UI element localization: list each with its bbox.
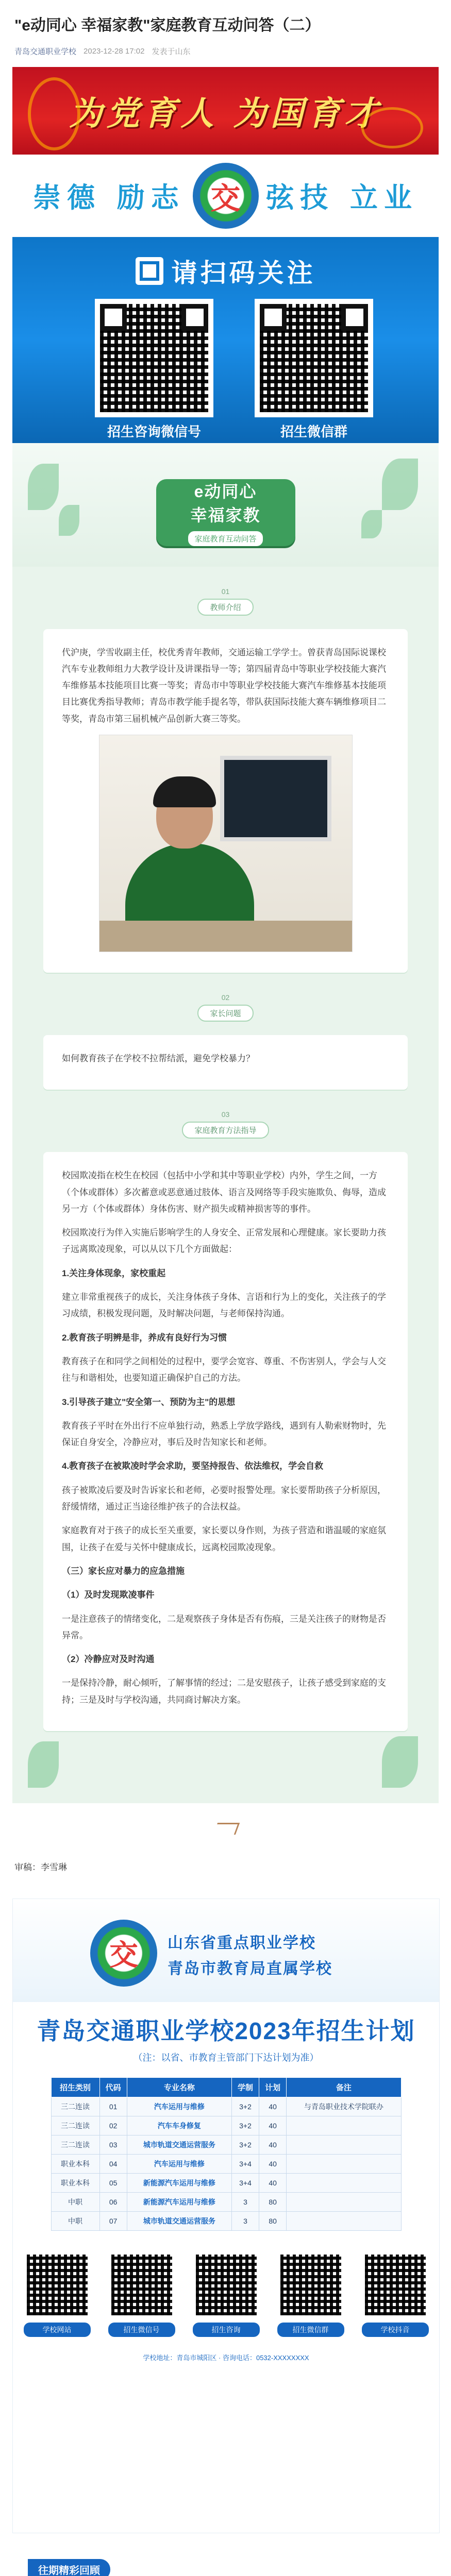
- feature-footer-decor: [12, 1731, 439, 1803]
- poster-footer: 学校地址：青岛市城阳区 · 咨询电话：0532-XXXXXXXX: [143, 2354, 309, 2362]
- teacher-intro-text: 代沪庚，学雪收副主任，校优秀青年教师，交通运输工学学士。曾获青岛国际说课校汽车专业教师组力大教学设计及讲课指导一等；第四届青岛中等职业学校技能大赛汽车维修基本技能项目比赛一等奖；青岛市中等职业学校技能大赛汽车维修基本技能项目比赛优秀指导教师；青岛市教学能手提名等，带队获国际技能大赛车辆维修项目二等奖，青岛市第三届机械产品创新大赛三等奖。: [62, 647, 386, 724]
- section-title: 教师介绍: [197, 599, 253, 616]
- guidance-paragraph: 家庭教育对于孩子的成长至关重要，家长要以身作则，为孩子营造和谐温暖的家庭氛围，让孩子在爱与关怀中健康成长，远离校园欺凌现象。: [62, 1526, 386, 1552]
- table-cell-note: [287, 2193, 401, 2212]
- reading-tag: 往期精彩回顾: [28, 2559, 110, 2576]
- guidance-heading: （三）家长应对暴力的应急措施: [62, 1566, 185, 1576]
- table-body: [51, 2097, 401, 2231]
- poster-header: [13, 1899, 439, 2002]
- poster-qr-item[interactable]: [193, 2251, 260, 2337]
- feature-header: [12, 443, 439, 567]
- table-cell-group: 中职: [51, 2193, 99, 2212]
- feature-article: [12, 443, 439, 1804]
- guidance-heading: 2.教育孩子明辨是非，养成有良好行为习惯: [62, 1332, 227, 1343]
- table-header-cell: 代码: [99, 2078, 127, 2097]
- section-title: 家长问题: [197, 1005, 253, 1022]
- recommended-reading: [12, 2549, 439, 2576]
- table-cell-major: 汽车运用与维修: [127, 2155, 231, 2174]
- table-cell-group: 职业本科: [51, 2155, 99, 2174]
- guidance-paragraph: 教育孩子在和同学之间相处的过程中，要学会宽容、尊重、不伤害别人，学会与人交往与和谐相处，也要知道正确保护自己的方法。: [62, 1356, 386, 1383]
- poster-qr-row: [13, 2251, 439, 2337]
- table-cell-plan: 40: [259, 2116, 287, 2136]
- table-cell-years: 3+4: [231, 2174, 259, 2193]
- poster-qr-item[interactable]: [108, 2251, 175, 2337]
- qr-caption-left: 招生咨询微信号: [107, 423, 201, 439]
- table-cell-major: 城市轨道交通运营服务: [127, 2136, 231, 2155]
- feature-line2: 幸福家教: [190, 506, 261, 524]
- section-label-03: [12, 1090, 439, 1139]
- qr-code-left[interactable]: [95, 299, 213, 417]
- table-cell-years: 3+2: [231, 2116, 259, 2136]
- guidance-heading: 1.关注身体现象，家校重起: [62, 1268, 166, 1278]
- article-title: "e动同心 幸福家教"家庭教育互动问答（二）: [14, 17, 321, 34]
- table-cell-group: 三二连读: [51, 2116, 99, 2136]
- section-number: 03: [221, 1110, 230, 1119]
- motto-right: 弦技 立业: [266, 181, 418, 214]
- leaf-decoration: [28, 464, 59, 510]
- qr-code-pattern: [277, 2251, 344, 2318]
- table-cell-years: 3+4: [231, 2155, 259, 2174]
- qr-code-right[interactable]: [255, 299, 373, 417]
- qr-code-pattern: [362, 2251, 429, 2318]
- table-cell-code: 02: [99, 2116, 127, 2136]
- guidance-heading: （1）及时发现欺凌事件: [62, 1590, 155, 1600]
- leaf-decoration: [361, 510, 382, 538]
- table-cell-note: [287, 2212, 401, 2231]
- qr-caption-right: 招生微信群: [280, 423, 347, 439]
- decor-swirl: [361, 107, 423, 148]
- guidance-paragraph: 校园欺凌指在校生在校园（包括中小学和其中等职业学校）内外，学生之间，一方（个体或群体）多次蓄意或恶意通过肢体、语言及网络等手段实施欺负、侮辱，造成另一方（个体或群体）身体伤害、财产损失或精神损害等的事件。: [62, 1171, 386, 1214]
- desk: [99, 921, 352, 952]
- table-header-cell: 计划: [259, 2078, 287, 2097]
- qr-title-text: 请扫码关注: [171, 258, 316, 287]
- table-cell-code: 04: [99, 2155, 127, 2174]
- poster-title: 青岛交通职业学校2023年招生计划: [37, 2018, 415, 2044]
- feature-line1: e动同心: [194, 482, 257, 501]
- guidance-paragraph: 一是注意孩子的情绪变化，二是观察孩子身体是否有伤痕，三是关注孩子的财物是否异常。: [62, 1614, 386, 1640]
- poster-qr-item[interactable]: [362, 2251, 429, 2337]
- signature-area: [0, 1803, 451, 1873]
- guidance-paragraph: 一是保持冷静，耐心倾听，了解事情的经过；二是安慰孩子，让孩子感受到家庭的支持；三是及时与学校沟通，共同商讨解决方案。: [62, 1678, 386, 1705]
- table-row: [51, 2155, 401, 2174]
- table-cell-plan: 40: [259, 2155, 287, 2174]
- table-cell-major: 新能源汽车运用与维修: [127, 2174, 231, 2193]
- table-header-row: [51, 2078, 401, 2097]
- table-row: [51, 2174, 401, 2193]
- leaf-decoration: [382, 459, 418, 510]
- guidance-heading: 4.教育孩子在被欺凌时学会求助，要坚持报告、依法维权，学会自救: [62, 1461, 324, 1471]
- table-cell-plan: 40: [259, 2097, 287, 2116]
- table-cell-major: 汽车运用与维修: [127, 2097, 231, 2116]
- table-header-cell: 专业名称: [127, 2078, 231, 2097]
- table-row: [51, 2136, 401, 2155]
- table-row: [51, 2097, 401, 2116]
- feature-badge: [156, 479, 295, 546]
- table-cell-years: 3+2: [231, 2097, 259, 2116]
- reviewer-credit: 审稿：李雪琳: [14, 1862, 67, 1872]
- poster-qr-caption: 招生微信号: [108, 2323, 175, 2337]
- teacher-intro-card: [43, 629, 408, 973]
- table-cell-years: 3+2: [231, 2136, 259, 2155]
- signature-icon: [210, 1819, 241, 1839]
- table-cell-years: 3: [231, 2212, 259, 2231]
- table-row: [51, 2116, 401, 2136]
- feature-tag: 家庭教育互动问答: [188, 531, 262, 546]
- poster-qr-caption: 招生微信群: [277, 2323, 344, 2337]
- guidance-paragraph: 校园欺凌行为伴入实施后影响学生的人身安全、正常发展和心理健康。家长要助力孩子远离欺凌现象，可以从以下几个方面做起：: [62, 1228, 386, 1255]
- table-cell-code: 07: [99, 2212, 127, 2231]
- table-cell-plan: 40: [259, 2174, 287, 2193]
- table-row: [51, 2212, 401, 2231]
- qr-code-pattern: [260, 304, 368, 412]
- school-logo: [90, 1920, 157, 1987]
- article-header: [0, 0, 451, 57]
- guidance-paragraph: 孩子被欺凌后要及时告诉家长和老师，必要时报警处理。家长要帮助孩子分析原因，舒缓情绪，通过正当途径维护孩子的合法权益。: [62, 1485, 386, 1512]
- poster-qr-item[interactable]: [24, 2251, 91, 2337]
- section-number: 02: [221, 993, 230, 1002]
- recruitment-poster: [12, 1899, 440, 2533]
- table-cell-group: 中职: [51, 2212, 99, 2231]
- motto-left: 崇德 励志: [33, 181, 185, 214]
- parent-question-card: [43, 1035, 408, 1090]
- account-name-link[interactable]: 青岛交通职业学校: [14, 47, 77, 56]
- guidance-heading: 3.引导孩子建立"安全第一、预防为主"的思想: [62, 1397, 236, 1407]
- slogan-text: 为党育人 为国育才: [69, 94, 382, 133]
- publish-date: 2023-12-28 17:02: [83, 46, 145, 56]
- table-cell-plan: 40: [259, 2136, 287, 2155]
- qr-title: [136, 252, 316, 290]
- teacher-figure-hair: [153, 776, 216, 807]
- table-cell-code: 03: [99, 2136, 127, 2155]
- poster-qr-caption: 招生咨询: [193, 2323, 260, 2337]
- qr-code-pattern: [193, 2251, 260, 2318]
- poster-head-line1: 山东省重点职业学校: [168, 1935, 316, 1952]
- qr-code-pattern: [100, 304, 208, 412]
- table-cell-code: 01: [99, 2097, 127, 2116]
- table-cell-plan: 80: [259, 2212, 287, 2231]
- table-cell-note: [287, 2155, 401, 2174]
- poster-qr-caption: 学校网站: [24, 2323, 91, 2337]
- leaf-decoration: [28, 1741, 59, 1788]
- qr-code-pattern: [108, 2251, 175, 2318]
- poster-qr-caption: 学校抖音: [362, 2323, 429, 2337]
- table-cell-note: [287, 2174, 401, 2193]
- school-banner: [12, 67, 439, 237]
- table-cell-major: 城市轨道交通运营服务: [127, 2212, 231, 2231]
- poster-qr-item[interactable]: [277, 2251, 344, 2337]
- poster-head-line2: 青岛市教育局直属学校: [168, 1960, 332, 1977]
- table-cell-note: [287, 2136, 401, 2155]
- guidance-paragraph: 建立非常重视孩子的成长，关注身体孩子身体、言语和行为上的变化，关注孩子的学习成绩，积极发现问题，及时解决问题，与老师保持沟通。: [62, 1292, 386, 1319]
- section-title: 家庭教育方法指导: [182, 1122, 269, 1139]
- guidance-card: [43, 1152, 408, 1731]
- qr-code-pattern: [24, 2251, 91, 2318]
- table-cell-code: 05: [99, 2174, 127, 2193]
- motto-strip: [12, 155, 439, 237]
- section-label-01: [12, 567, 439, 616]
- table-cell-note: 与青岛职业技术学院联办: [287, 2097, 401, 2116]
- logo-char: 交: [210, 181, 241, 215]
- poster-subtitle: （注：以省、市教育主管部门下达计划为准）: [133, 2053, 319, 2063]
- leaf-decoration: [59, 505, 79, 536]
- school-logo: [193, 163, 259, 229]
- decor-swirl: [28, 77, 80, 150]
- table-cell-major: 新能源汽车运用与维修: [127, 2193, 231, 2212]
- section-label-02: [12, 973, 439, 1022]
- scan-icon: [136, 257, 163, 285]
- table-cell-major: 汽车车身修复: [127, 2116, 231, 2136]
- publish-location: 发表于山东: [152, 47, 191, 56]
- guidance-heading: （2）冷静应对及时沟通: [62, 1654, 155, 1665]
- table-cell-plan: 80: [259, 2193, 287, 2212]
- parent-question-text: 如何教育孩子在学校不拉帮结派，避免学校暴力？: [62, 1053, 255, 1063]
- table-row: [51, 2193, 401, 2212]
- table-cell-group: 职业本科: [51, 2174, 99, 2193]
- guidance-paragraph: 教育孩子平时在外出行不应单独行动，熟悉上学放学路线，遇到有人勒索财物时，先保证自身安全，冷静应对，事后及时告知家长和老师。: [62, 1420, 386, 1448]
- logo-char: 交: [109, 1939, 138, 1971]
- enrollment-plan-table: [51, 2077, 402, 2231]
- qr-follow-section: [12, 237, 439, 443]
- table-header-cell: 学制: [231, 2078, 259, 2097]
- computer-monitor: [220, 756, 331, 841]
- section-number: 01: [221, 587, 230, 596]
- table-cell-code: 06: [99, 2193, 127, 2212]
- teacher-photo: [99, 735, 353, 952]
- slogan-strip: [12, 67, 439, 155]
- article-meta: [14, 46, 437, 57]
- table-header-cell: 备注: [287, 2078, 401, 2097]
- table-cell-note: [287, 2116, 401, 2136]
- table-cell-group: 三二连读: [51, 2136, 99, 2155]
- leaf-decoration: [382, 1736, 418, 1788]
- table-cell-group: 三二连读: [51, 2097, 99, 2116]
- table-header-cell: 招生类别: [51, 2078, 99, 2097]
- table-cell-years: 3: [231, 2193, 259, 2212]
